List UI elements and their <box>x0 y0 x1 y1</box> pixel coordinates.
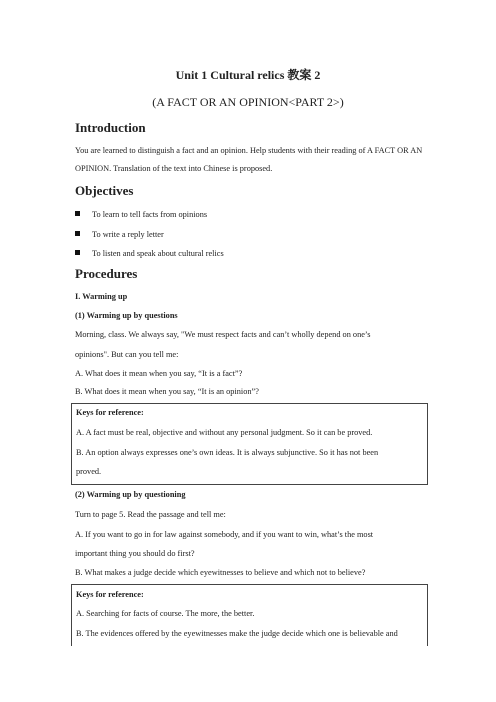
question-2a-cont: important thing you should do first? <box>75 549 195 558</box>
paragraph-line: opinions". But can you tell me: <box>75 350 179 359</box>
document-title: Unit 1 Cultural relics 教案 2 <box>175 68 321 82</box>
paragraph-line: Morning, class. We always say, "We must respect facts and can’t wholly depend on one’s <box>75 330 371 339</box>
keys-box <box>71 403 428 485</box>
objective-item: To listen and speak about cultural relics <box>75 249 224 258</box>
square-bullet-icon <box>75 231 80 236</box>
keys-label: Keys for reference: <box>76 590 144 599</box>
square-bullet-icon <box>75 211 80 216</box>
objective-item: To learn to tell facts from opinions <box>75 210 207 219</box>
key-answer-b-cont: proved. <box>76 467 102 476</box>
question-2a: A. If you want to go in for law against somebody, and if you want to win, what’s the most <box>75 530 374 539</box>
section-heading-warming-up: I. Warming up <box>75 292 128 301</box>
question-a: A. What does it mean when you say, “It is a fact”? <box>75 369 243 378</box>
subsection-heading-questioning: (2) Warming up by questioning <box>75 490 186 499</box>
subsection-heading-questions: (1) Warming up by questions <box>75 311 178 320</box>
keys-box <box>71 584 428 646</box>
question-2b: B. What makes a judge decide which eyewitnesses to believe and which not to believe? <box>75 568 366 577</box>
key-answer-a: A. Searching for facts of course. The more, the better. <box>76 609 255 618</box>
procedures-heading: Procedures <box>75 266 138 281</box>
introduction-heading: Introduction <box>75 120 146 135</box>
question-b: B. What does it mean when you say, “It is an opinion”? <box>75 387 259 396</box>
objectives-heading: Objectives <box>75 183 134 198</box>
key-answer-a: A. A fact must be real, objective and without any personal judgment. So it can be proved. <box>76 428 373 437</box>
introduction-text: You are learned to distinguish a fact and an opinion. Help students with their reading of A FACT OR AN OPINION. Translation of the text into Chinese is proposed. <box>75 146 423 173</box>
key-answer-b: B. An option always expresses one’s own ideas. It is always subjunctive. So it has not been <box>76 448 379 457</box>
paragraph-line: Turn to page 5. Read the passage and tell me: <box>75 510 226 519</box>
objective-item: To write a reply letter <box>75 230 164 239</box>
keys-label: Keys for reference: <box>76 408 144 417</box>
square-bullet-icon <box>75 250 80 255</box>
document-subtitle: (A FACT OR AN OPINION<PART 2>) <box>152 95 344 109</box>
key-answer-b: B. The evidences offered by the eyewitnesses make the judge decide which one is believable and <box>76 629 398 638</box>
